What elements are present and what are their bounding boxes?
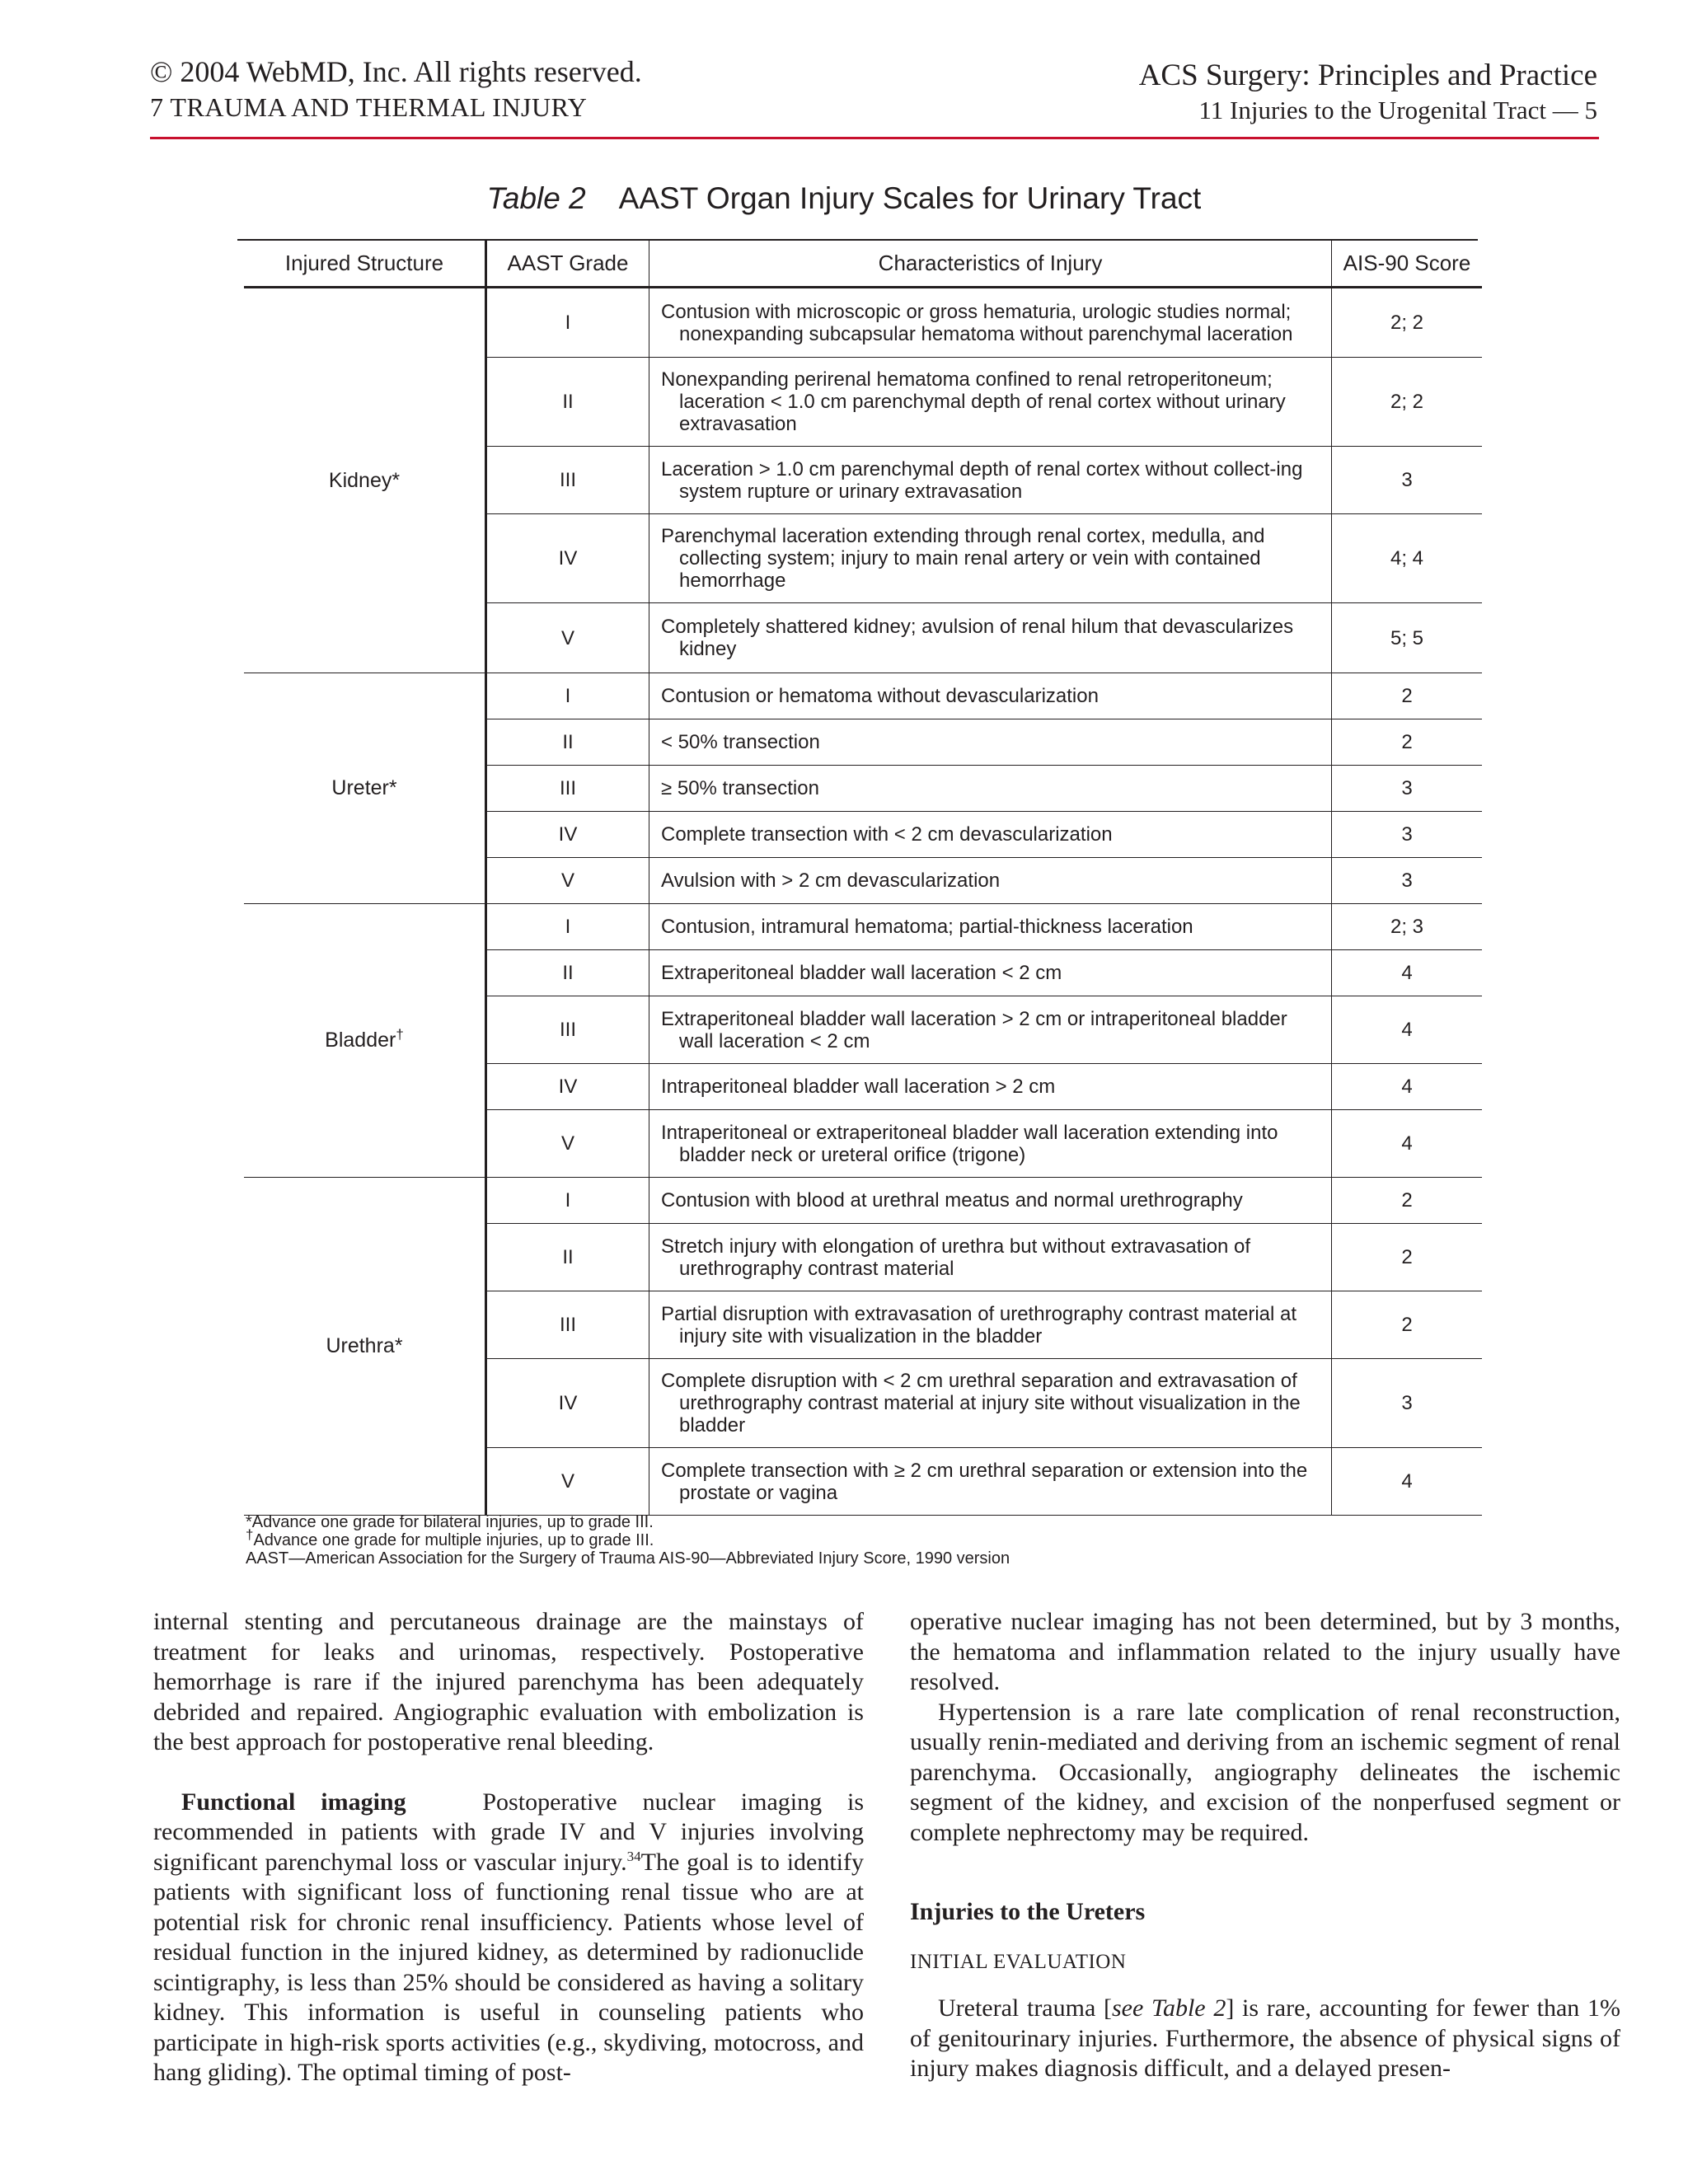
table-title	[0, 181, 1688, 216]
ais-score-cell: 4	[1332, 996, 1483, 1064]
characteristics-cell	[649, 766, 1332, 812]
copyright-line: © 2004 WebMD, Inc. All rights reserved.	[150, 55, 642, 88]
aast-grade-cell: I	[486, 1178, 649, 1224]
paragraph-text: The goal is to identify patients with significant loss of functioning renal tissue who are at potential risk for chronic renal insufficiency. Patients whose level of residual function in the injured kidney, as determined by radionuclide scintigraphy, is less than 25% should be considered as having a solitary kidney. This information is useful in counseling patients who participate in high-risk sports activities (e.g., skydiving, motocross, and hang gliding). The optimal timing of post-	[153, 1848, 865, 2086]
column-header: Characteristics of Injury	[649, 241, 1332, 288]
table-row	[244, 673, 1482, 719]
characteristics-text: Completely shattered kidney; avulsion of renal hilum that devascularizes kidney	[661, 616, 1294, 660]
characteristics-cell	[649, 904, 1332, 950]
footnote-asterisk: *Advance one grade for bilateral injuries, up to grade III.	[246, 1513, 654, 1531]
aast-grade-cell: V	[486, 603, 649, 673]
paragraph: Hypertension is a rare late complication of renal reconstruction, usually renin-mediated and deriving from an ischemic segment of renal parenchyma. Occasionally, angiography delineates the ischemic segment of the kidney, and excision of the nonperfused segment or complete nephrectomy may be required.	[910, 1698, 1620, 1846]
table-row	[244, 288, 1482, 358]
characteristics-text: Extraperitoneal bladder wall laceration < 2 cm	[661, 962, 1062, 984]
aast-grade-cell: IV	[486, 812, 649, 858]
characteristics-cell	[649, 288, 1332, 358]
characteristics-text: Intraperitoneal bladder wall laceration > 2 cm	[661, 1076, 1056, 1098]
table-caption: AAST Organ Injury Scales for Urinary Tract	[618, 181, 1202, 215]
injured-structure-cell	[244, 673, 486, 904]
ais-score-cell: 2	[1332, 719, 1483, 766]
aast-grade-cell: II	[486, 1224, 649, 1291]
structure-name: Ureter*	[331, 776, 397, 799]
characteristics-text: Contusion with microscopic or gross hematuria, urologic studies normal; nonexpanding subcapsular hematoma without parenchymal laceration	[661, 300, 1293, 345]
aast-grade-cell: III	[486, 766, 649, 812]
characteristics-cell	[649, 996, 1332, 1064]
section-line: 7 TRAUMA AND THERMAL INJURY	[150, 92, 588, 122]
aast-grade-cell: IV	[486, 1359, 649, 1448]
characteristics-text: Laceration > 1.0 cm parenchymal depth of renal cortex without collect-ing system rupture or urinary extravasation	[661, 457, 1303, 503]
characteristics-text: Stretch injury with elongation of urethra but without extravasation of urethrography contrast material	[661, 1235, 1251, 1280]
characteristics-cell	[649, 603, 1332, 673]
book-title: ACS Surgery: Principles and Practice	[1138, 59, 1597, 92]
characteristics-cell	[649, 1359, 1332, 1448]
injured-structure-cell	[244, 1178, 486, 1516]
characteristics-cell	[649, 1110, 1332, 1178]
characteristics-text: Complete transection with < 2 cm devascularization	[661, 823, 1113, 846]
aast-grade-cell: IV	[486, 1064, 649, 1110]
characteristics-cell	[649, 1291, 1332, 1359]
characteristics-text: Nonexpanding perirenal hematoma confined to renal retroperitoneum; laceration < 1.0 cm parenchymal depth of renal cortex without urinary extravasation	[661, 368, 1286, 435]
ais-score-cell: 2; 2	[1332, 358, 1483, 447]
paragraph-functional-imaging	[153, 1788, 864, 2088]
column-header: AIS-90 Score	[1332, 241, 1483, 288]
aast-grade-cell: IV	[486, 514, 649, 603]
ais-score-cell: 2	[1332, 673, 1483, 719]
structure-name: Bladder	[325, 1029, 396, 1052]
table-footnotes	[246, 1513, 1010, 1568]
ais-score-cell: 4	[1332, 950, 1483, 996]
column-header: Injured Structure	[244, 241, 486, 288]
structure-name: Urethra*	[326, 1334, 403, 1357]
ais-score-cell: 3	[1332, 1359, 1483, 1448]
paragraph	[910, 1994, 1620, 2084]
aast-grade-cell: V	[486, 858, 649, 904]
characteristics-text: Avulsion with > 2 cm devascularization	[661, 869, 1001, 892]
characteristics-text: Parenchymal laceration extending through renal cortex, medulla, and collecting system; injury to main renal artery or vein with contained hemorrhage	[661, 525, 1265, 592]
reference-number: 34	[626, 1848, 641, 1864]
characteristics-cell	[649, 514, 1332, 603]
aast-grade-cell: V	[486, 1448, 649, 1516]
paragraph: operative nuclear imaging has not been determined, but by 3 months, the hematoma and inflammation related to the injury usually have resolved.	[910, 1608, 1620, 1695]
footnote-abbreviations: AAST—American Association for the Surgery of Trauma AIS-90—Abbreviated Injury Score, 1990 version	[246, 1549, 1010, 1568]
characteristics-cell	[649, 358, 1332, 447]
characteristics-text: Intraperitoneal or extraperitoneal bladder wall laceration extending into bladder neck or ureteral orifice (trigone)	[661, 1121, 1278, 1166]
aast-grade-cell: II	[486, 719, 649, 766]
ais-score-cell: 2; 2	[1332, 288, 1483, 358]
section-heading: Injuries to the Ureters	[910, 1898, 1146, 1925]
ais-score-cell: 4; 4	[1332, 514, 1483, 603]
ais-score-cell: 4	[1332, 1064, 1483, 1110]
table-row	[244, 1178, 1482, 1224]
ais-score-cell: 3	[1332, 447, 1483, 514]
characteristics-cell	[649, 1064, 1332, 1110]
run-in-heading: Functional imaging	[181, 1788, 406, 1816]
aast-grade-cell: II	[486, 950, 649, 996]
ais-score-cell: 3	[1332, 766, 1483, 812]
ais-score-cell: 3	[1332, 812, 1483, 858]
table-header-row	[244, 241, 1482, 288]
aast-grade-cell: III	[486, 1291, 649, 1359]
characteristics-cell	[649, 950, 1332, 996]
characteristics-text: Complete transection with ≥ 2 cm urethral separation or extension into the prostate or vagina	[661, 1459, 1308, 1504]
paragraph: internal stenting and percutaneous drainage are the mainstays of treatment for leaks and urinomas, respectively. Postoperative hemorrhage is rare if the injured parenchyma has been adequately debrided and repaired. Angiographic evaluation with embolization is the best approach for postoperative renal bleeding.	[153, 1608, 864, 1755]
table-body	[244, 288, 1482, 1516]
characteristics-cell	[649, 447, 1332, 514]
characteristics-cell	[649, 1224, 1332, 1291]
characteristics-cell	[649, 673, 1332, 719]
injured-structure-cell	[244, 904, 486, 1178]
ais-score-cell: 4	[1332, 1448, 1483, 1516]
chapter-line: 11 Injuries to the Urogenital Tract — 5	[1198, 96, 1597, 124]
aast-grade-cell: V	[486, 1110, 649, 1178]
ais-score-cell: 4	[1332, 1110, 1483, 1178]
cross-reference: see Table 2	[1112, 1994, 1226, 2022]
ais-score-cell: 2	[1332, 1224, 1483, 1291]
ais-score-cell: 2	[1332, 1178, 1483, 1224]
characteristics-text: Contusion or hematoma without devascularization	[661, 685, 1099, 707]
injury-scale-table	[244, 241, 1482, 1516]
footnote-dagger-text: Advance one grade for multiple injuries, up to grade III.	[253, 1531, 654, 1549]
ais-score-cell: 2	[1332, 1291, 1483, 1359]
footnote-dagger	[246, 1526, 1010, 1549]
paragraph-text: ] is rare, accounting for fewer than 1% of genitourinary injuries. Furthermore, the absence of physical signs of injury makes diagnosis difficult, and a delayed presen-	[910, 1994, 1621, 2082]
text-column-right	[910, 1607, 1620, 2084]
aast-grade-cell: III	[486, 996, 649, 1064]
injured-structure-cell	[244, 288, 486, 673]
structure-footnote-mark: †	[396, 1026, 404, 1043]
characteristics-text: Contusion with blood at urethral meatus and normal urethrography	[661, 1189, 1243, 1212]
paragraph-text: Ureteral trauma [	[938, 1994, 1112, 2022]
aast-grade-cell: I	[486, 673, 649, 719]
ais-score-cell: 2; 3	[1332, 904, 1483, 950]
characteristics-cell	[649, 858, 1332, 904]
characteristics-cell	[649, 719, 1332, 766]
characteristics-text: Complete disruption with < 2 cm urethral separation and extravasation of urethrography contrast material at injury site without visualization in the bladder	[661, 1370, 1301, 1436]
aast-grade-cell: I	[486, 904, 649, 950]
header-rule	[150, 137, 1599, 139]
table-row	[244, 904, 1482, 950]
structure-name: Kidney*	[328, 468, 401, 492]
characteristics-text: < 50% transection	[661, 731, 820, 753]
ais-score-cell: 5; 5	[1332, 603, 1483, 673]
characteristics-cell	[649, 1178, 1332, 1224]
table-number: Table 2	[486, 181, 586, 215]
characteristics-text: Partial disruption with extravasation of urethrography contrast material at injury site with visualization in the bladder	[661, 1302, 1297, 1347]
text-column-left	[153, 1607, 864, 2088]
characteristics-text: Contusion, intramural hematoma; partial-thickness laceration	[661, 916, 1193, 938]
aast-grade-cell: II	[486, 358, 649, 447]
subsection-heading: INITIAL EVALUATION	[910, 1950, 1127, 1973]
column-header: AAST Grade	[486, 241, 649, 288]
paragraph-text: Postoperative nuclear imaging is recommended in patients with grade IV and V injuries involving significant parenchymal loss or vascular injury.	[153, 1788, 865, 1876]
characteristics-text: Extraperitoneal bladder wall laceration > 2 cm or intraperitoneal bladder wall laceration < 2 cm	[661, 1007, 1287, 1052]
characteristics-cell	[649, 1448, 1332, 1516]
aast-grade-cell: I	[486, 288, 649, 358]
dagger-mark: †	[246, 1526, 254, 1543]
aast-grade-cell: III	[486, 447, 649, 514]
ais-score-cell: 3	[1332, 858, 1483, 904]
characteristics-cell	[649, 812, 1332, 858]
characteristics-text: ≥ 50% transection	[661, 777, 819, 799]
